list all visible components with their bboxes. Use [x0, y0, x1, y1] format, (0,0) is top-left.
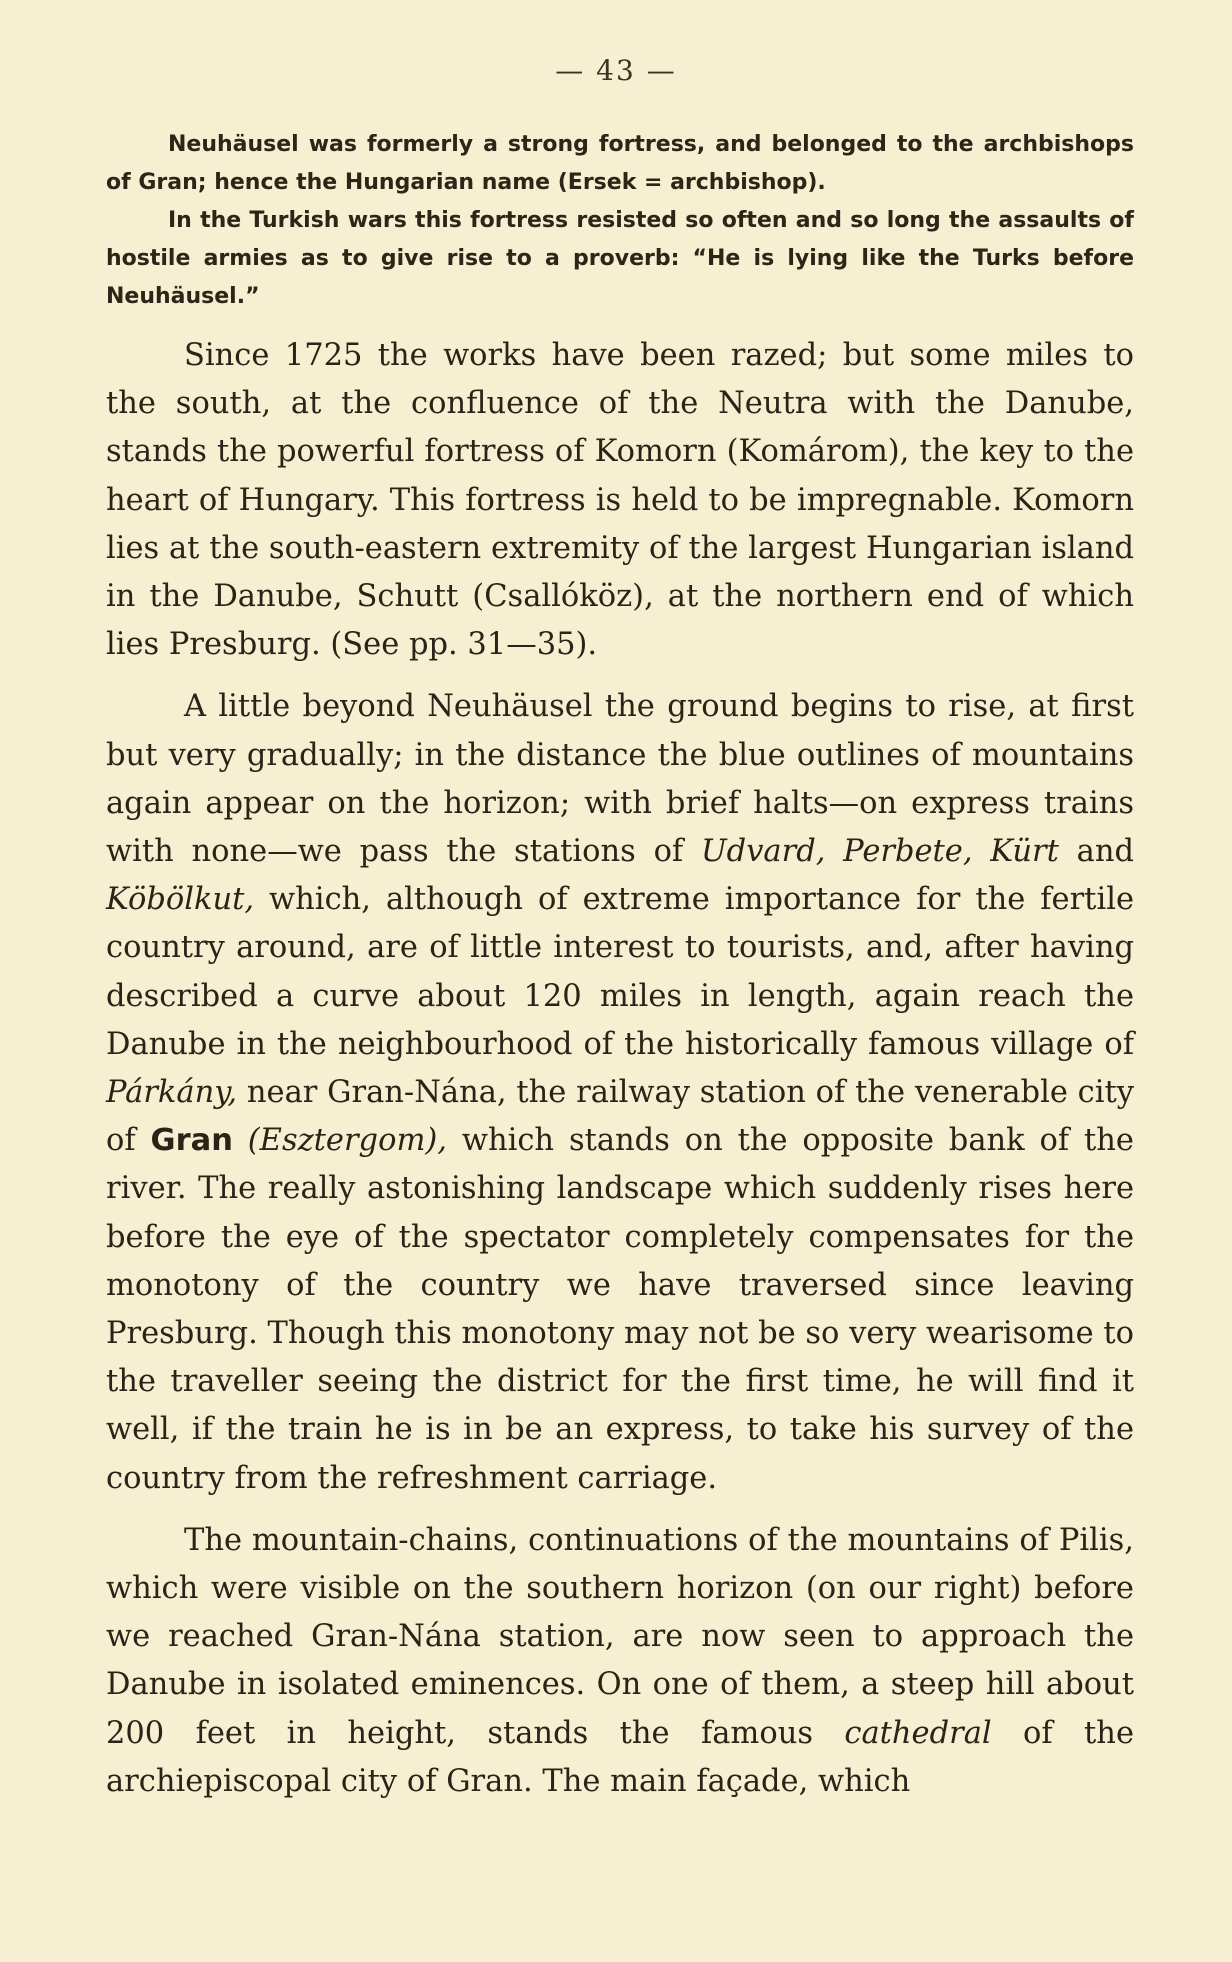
text-run [973, 834, 991, 869]
note-paragraph: Neuhäusel was formerly a strong fortress, and belonged to the archbishops of Gran; hence the Hungarian name (Ersek = archbishop). [106, 132, 1134, 195]
text-run: which stands on the opposite bank of the river. The really astonishing landscape which suddenly rises here before the eye of the spectator completely compensates for the monotony of the country we have traversed since leaving Presburg. Though this monotony may not be so very wearisome to the traveller seeing the district for the first time, he will find it well, if the train he is in be an express, to take his survey of the country from the refreshment carriage. [106, 1123, 1134, 1496]
note-paragraph: In the Turkish wars this fortress resisted so often and so long the assaults of hostile armies as to give rise to a proverb: “He is lying like the Turks before Neuhäusel.” [106, 208, 1134, 309]
main-text [106, 332, 1134, 1806]
text-run [825, 834, 843, 869]
text-run: which, although of extreme importance for the fertile country around, are of little interest to tourists, and, after having described a curve about 120 miles in length, again reach the Danube in the neighbourhood of the historically famous village of [106, 882, 1134, 1062]
text-run: of the archiepiscopal city of Gran. The main façade, which [106, 1715, 1134, 1799]
place-name-parkany: Párkány, [106, 1075, 238, 1111]
cathedral-term: cathedral [844, 1715, 992, 1751]
place-name-kurt: Kürt [990, 834, 1059, 870]
footnote-block [106, 126, 1134, 316]
place-name-kobolkut: Köbölkut, [106, 882, 255, 918]
text-run [233, 1123, 248, 1158]
body-paragraph: Since 1725 the works have been razed; but some miles to the south, at the confluence of the Neutra with the Danube, stands the powerful fortress of Komorn (Komárom), the key to the heart of Hungary. This fortress is held to be impregnable. Komorn lies at the south-eastern extremity of the largest Hungarian island in the Danube, Schutt (Csallóköz), at the northern end of which lies Presburg. (See pp. 31—35). [106, 338, 1134, 663]
text-run: The mountain-chains, continuations of the mountains of Pilis, which were visible on the southern horizon (on our right) before we reached Gran-Nána station, are now seen to approach the Danube in isolated eminences. On one of them, a steep hill about 200 feet in height, stands the famous [106, 1522, 1134, 1751]
place-name-perbete: Perbete, [843, 834, 973, 870]
place-name-gran: Gran [150, 1123, 233, 1159]
page-number: — 43 — [555, 54, 677, 87]
body-paragraph [106, 1517, 1134, 1806]
text-run: and [1058, 834, 1134, 870]
text-run: A little beyond Neuhäusel the ground begins to rise, at first but very gradually; in the distance the blue outlines of mountains again appear on the horizon; with brief halts—on express trains with none—we pass the stations of [106, 689, 1134, 870]
text-run: near Gran-Nána, the railway station of the venerable city of [106, 1075, 1134, 1159]
place-name-esztergom: (Esztergom), [247, 1123, 447, 1159]
body-paragraph [106, 683, 1134, 1502]
place-name-udvard: Udvard, [700, 834, 826, 870]
